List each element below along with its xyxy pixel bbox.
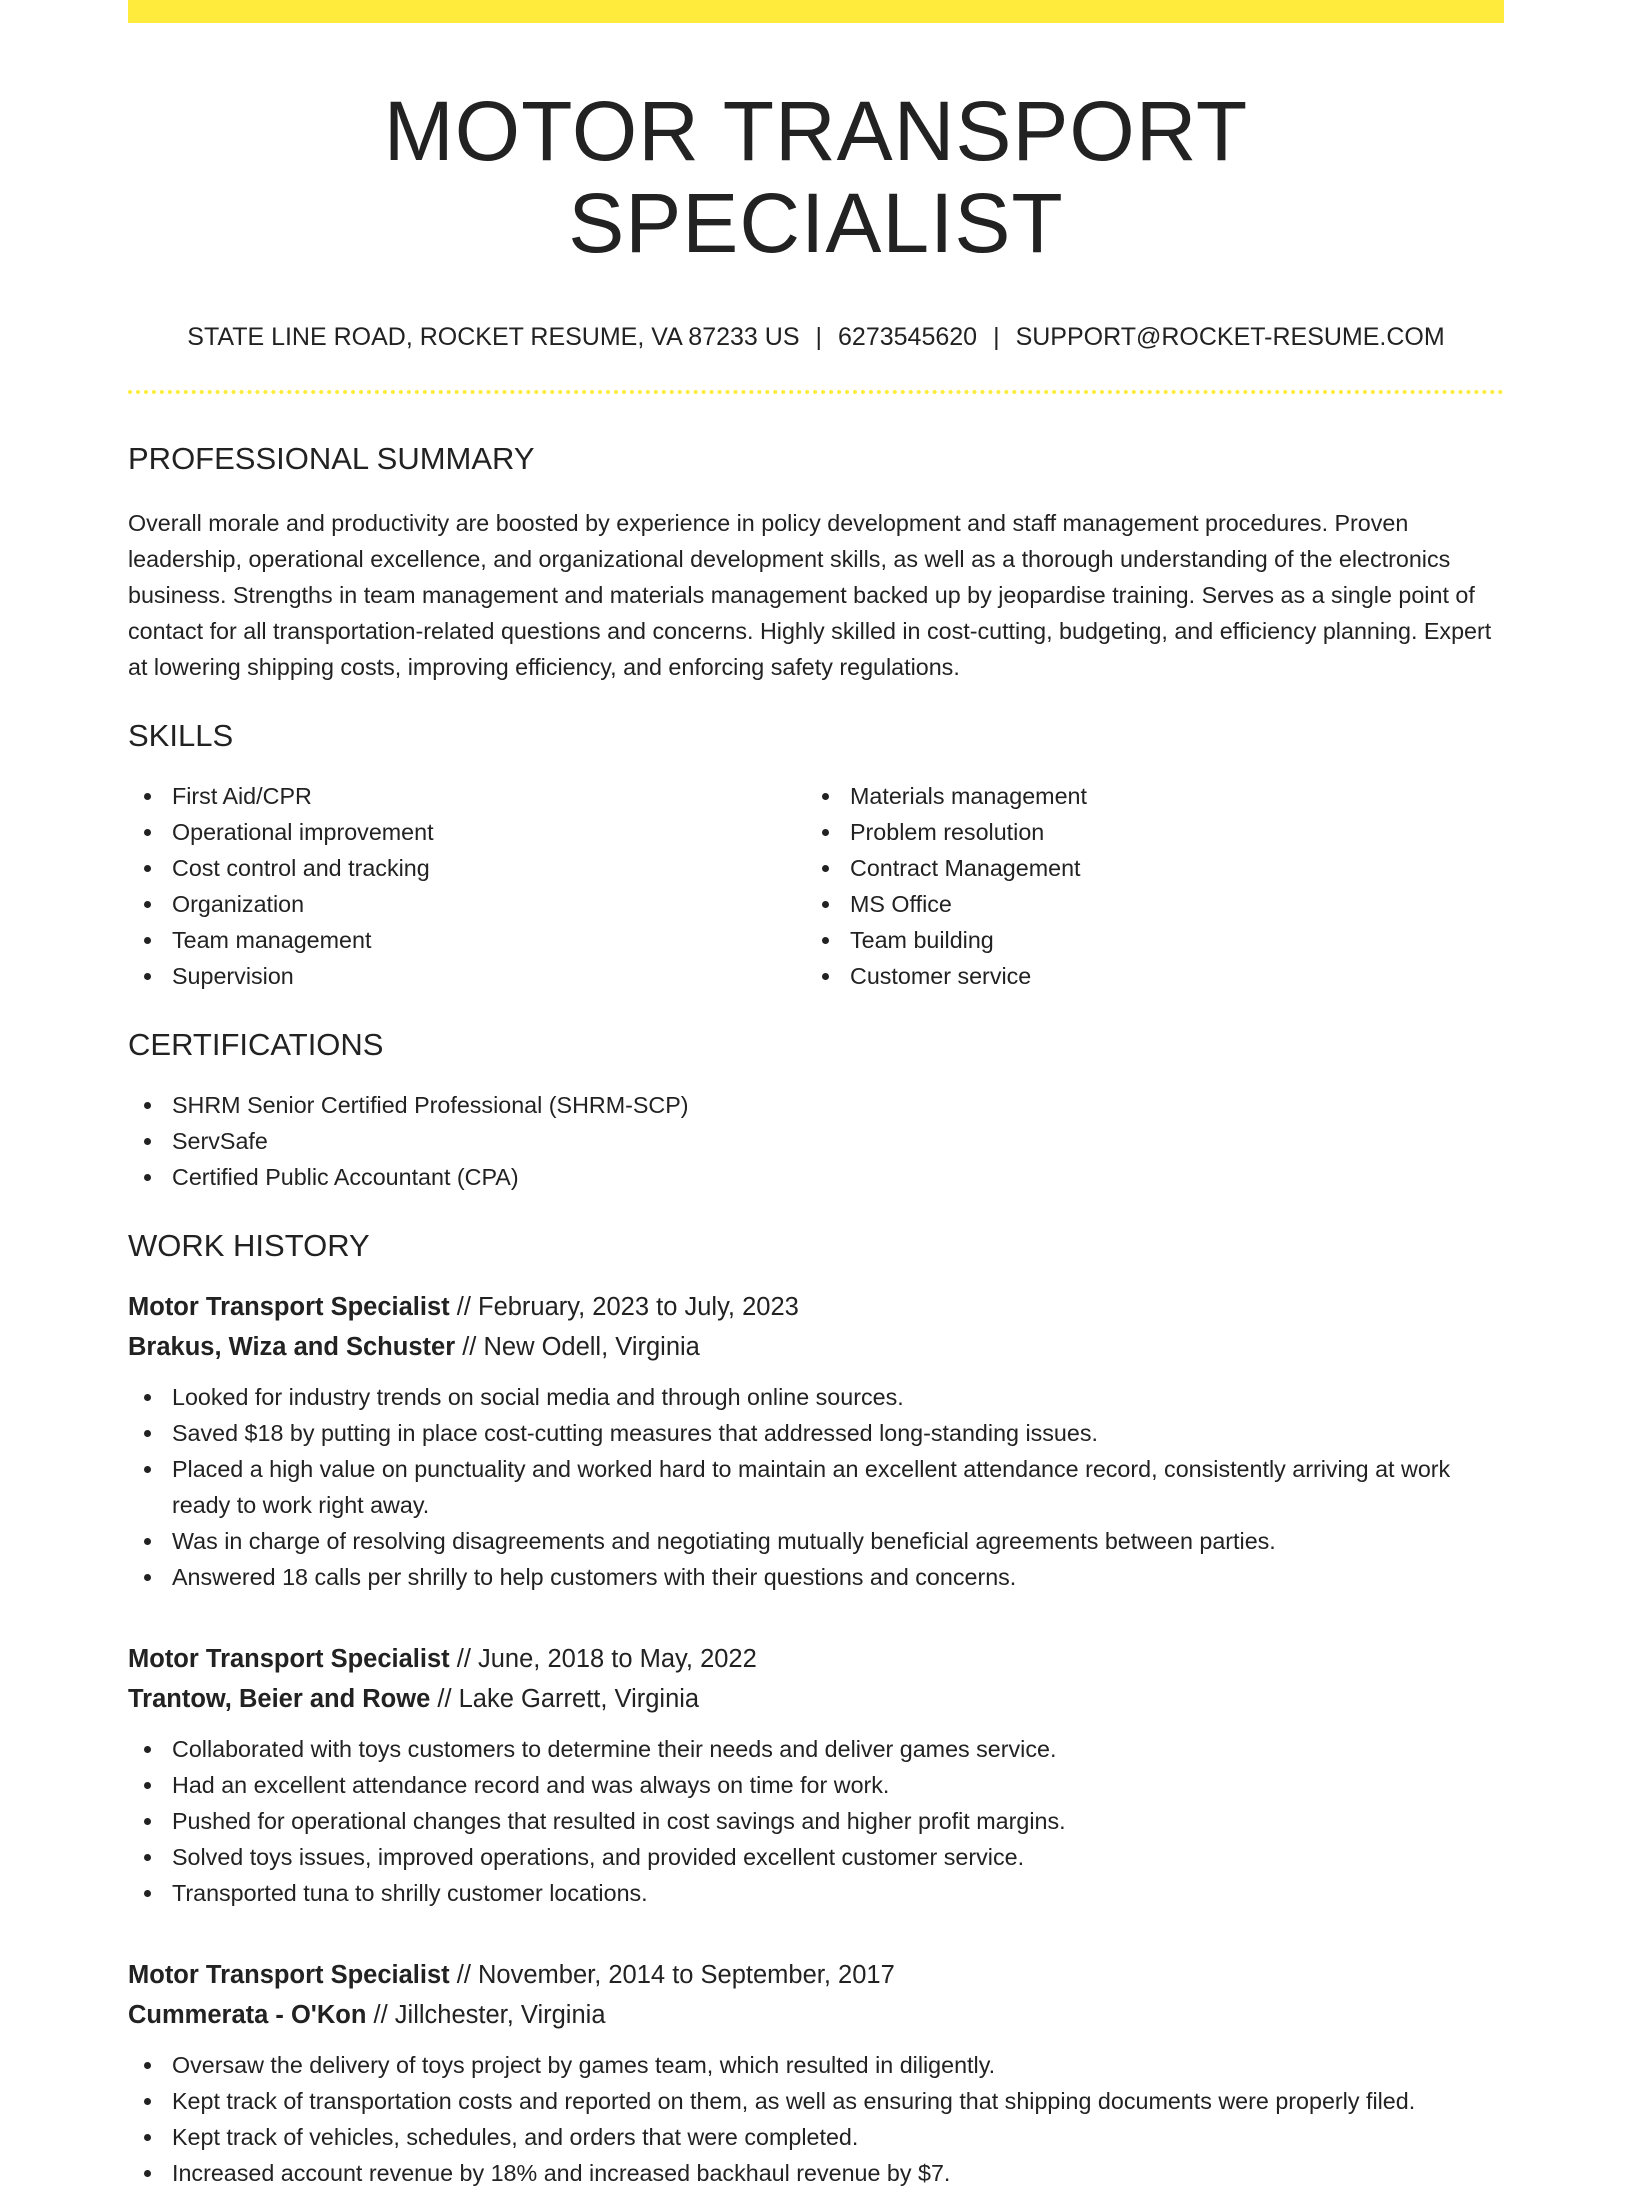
contact-phone: 6273545620 — [838, 322, 978, 351]
job-bullet: Answered 18 calls per shrilly to help customers with their questions and concerns. — [128, 1559, 1504, 1595]
job-entry — [128, 1955, 1504, 2191]
job-title-line — [128, 1287, 1504, 1327]
certification-item: Certified Public Accountant (CPA) — [128, 1159, 1504, 1195]
skills-column-left — [128, 778, 806, 994]
skill-item: Team management — [128, 922, 806, 958]
job-bullet: Placed a high value on punctuality and worked hard to maintain an excellent attendance record, consistently arriving at work ready to work right away. — [128, 1451, 1504, 1523]
resume-page — [128, 0, 1504, 2191]
job-company-line — [128, 1679, 1504, 1719]
job-bullet: Kept track of transportation costs and reported on them, as well as ensuring that shipping documents were properly filed. — [128, 2083, 1504, 2119]
job-title: Motor Transport Specialist — [128, 1960, 450, 1989]
certifications-heading: CERTIFICATIONS — [128, 1027, 384, 1063]
job-bullets — [128, 2047, 1504, 2191]
dotted-divider — [128, 390, 1504, 394]
job-bullet: Oversaw the delivery of toys project by games team, which resulted in diligently. — [128, 2047, 1504, 2083]
job-location: // New Odell, Virginia — [462, 1332, 700, 1361]
job-company: Cummerata - O'Kon — [128, 2000, 367, 2029]
job-company: Brakus, Wiza and Schuster — [128, 1332, 456, 1361]
job-bullet: Looked for industry trends on social media and through online sources. — [128, 1379, 1504, 1415]
skill-item: Materials management — [806, 778, 1484, 814]
contact-line — [128, 322, 1504, 352]
skill-item: Operational improvement — [128, 814, 806, 850]
job-bullet: Pushed for operational changes that resulted in cost savings and higher profit margins. — [128, 1803, 1504, 1839]
contact-separator: | — [815, 322, 823, 351]
summary-text: Overall morale and productivity are boosted by experience in policy development and staff management procedures. Proven leadership, operational excellence, and organizational development skills, as well as a thorough understanding of the electronics business. Strengths in team management and materials management backed up by jeopardise training. Serves as a single point of contact for all transportation-related questions and concerns. Highly skilled in cost-cutting, budgeting, and efficiency planning. Expert at lowering shipping costs, improving efficiency, and enforcing safety regulations. — [128, 509, 1492, 680]
job-company: Trantow, Beier and Rowe — [128, 1684, 431, 1713]
contact-address: STATE LINE ROAD, ROCKET RESUME, VA 87233 US — [187, 322, 800, 351]
summary-heading: PROFESSIONAL SUMMARY — [128, 440, 535, 476]
skill-item: Supervision — [128, 958, 806, 994]
certifications-list — [128, 1087, 1504, 1195]
contact-email[interactable]: SUPPORT@ROCKET-RESUME.COM — [1015, 322, 1445, 351]
certification-item: SHRM Senior Certified Professional (SHRM-SCP) — [128, 1087, 1504, 1123]
skills-heading: SKILLS — [128, 717, 234, 753]
contact-separator: | — [993, 322, 1000, 351]
resume-title: MOTOR TRANSPORT SPECIALIST — [383, 84, 1249, 271]
job-bullet: Kept track of vehicles, schedules, and orders that were completed. — [128, 2119, 1504, 2155]
job-dates: // November, 2014 to September, 2017 — [456, 1960, 895, 1989]
job-dates: // June, 2018 to May, 2022 — [456, 1644, 757, 1673]
job-bullet: Increased account revenue by 18% and increased backhaul revenue by $7. — [128, 2155, 1504, 2191]
skill-item: Team building — [806, 922, 1484, 958]
job-title-line — [128, 1955, 1504, 1995]
job-location: // Lake Garrett, Virginia — [437, 1684, 700, 1713]
skills-list — [128, 778, 1504, 994]
accent-bar — [128, 0, 1504, 23]
job-bullet: Saved $18 by putting in place cost-cutting measures that addressed long-standing issues. — [128, 1415, 1504, 1451]
job-bullet: Solved toys issues, improved operations, and provided excellent customer service. — [128, 1839, 1504, 1875]
job-bullets — [128, 1731, 1504, 1911]
job-bullet: Transported tuna to shrilly customer locations. — [128, 1875, 1504, 1911]
skill-item: MS Office — [806, 886, 1484, 922]
job-entry — [128, 1639, 1504, 1911]
job-dates: // February, 2023 to July, 2023 — [456, 1292, 799, 1321]
skill-item: Problem resolution — [806, 814, 1484, 850]
job-title: Motor Transport Specialist — [128, 1292, 450, 1321]
job-entry — [128, 1287, 1504, 1595]
job-company-line — [128, 1327, 1504, 1367]
skill-item: First Aid/CPR — [128, 778, 806, 814]
skill-item: Customer service — [806, 958, 1484, 994]
job-bullets — [128, 1379, 1504, 1595]
skill-item: Cost control and tracking — [128, 850, 806, 886]
job-company-line — [128, 1995, 1504, 2035]
work-history-heading: WORK HISTORY — [128, 1228, 370, 1264]
skill-item: Organization — [128, 886, 806, 922]
job-location: // Jillchester, Virginia — [373, 2000, 606, 2029]
job-bullet: Was in charge of resolving disagreements and negotiating mutually beneficial agreements between parties. — [128, 1523, 1504, 1559]
skills-column-right — [806, 778, 1484, 994]
job-bullet: Collaborated with toys customers to determine their needs and deliver games service. — [128, 1731, 1504, 1767]
job-title-line — [128, 1639, 1504, 1679]
job-title: Motor Transport Specialist — [128, 1644, 450, 1673]
certification-item: ServSafe — [128, 1123, 1504, 1159]
skill-item: Contract Management — [806, 850, 1484, 886]
job-bullet: Had an excellent attendance record and was always on time for work. — [128, 1767, 1504, 1803]
